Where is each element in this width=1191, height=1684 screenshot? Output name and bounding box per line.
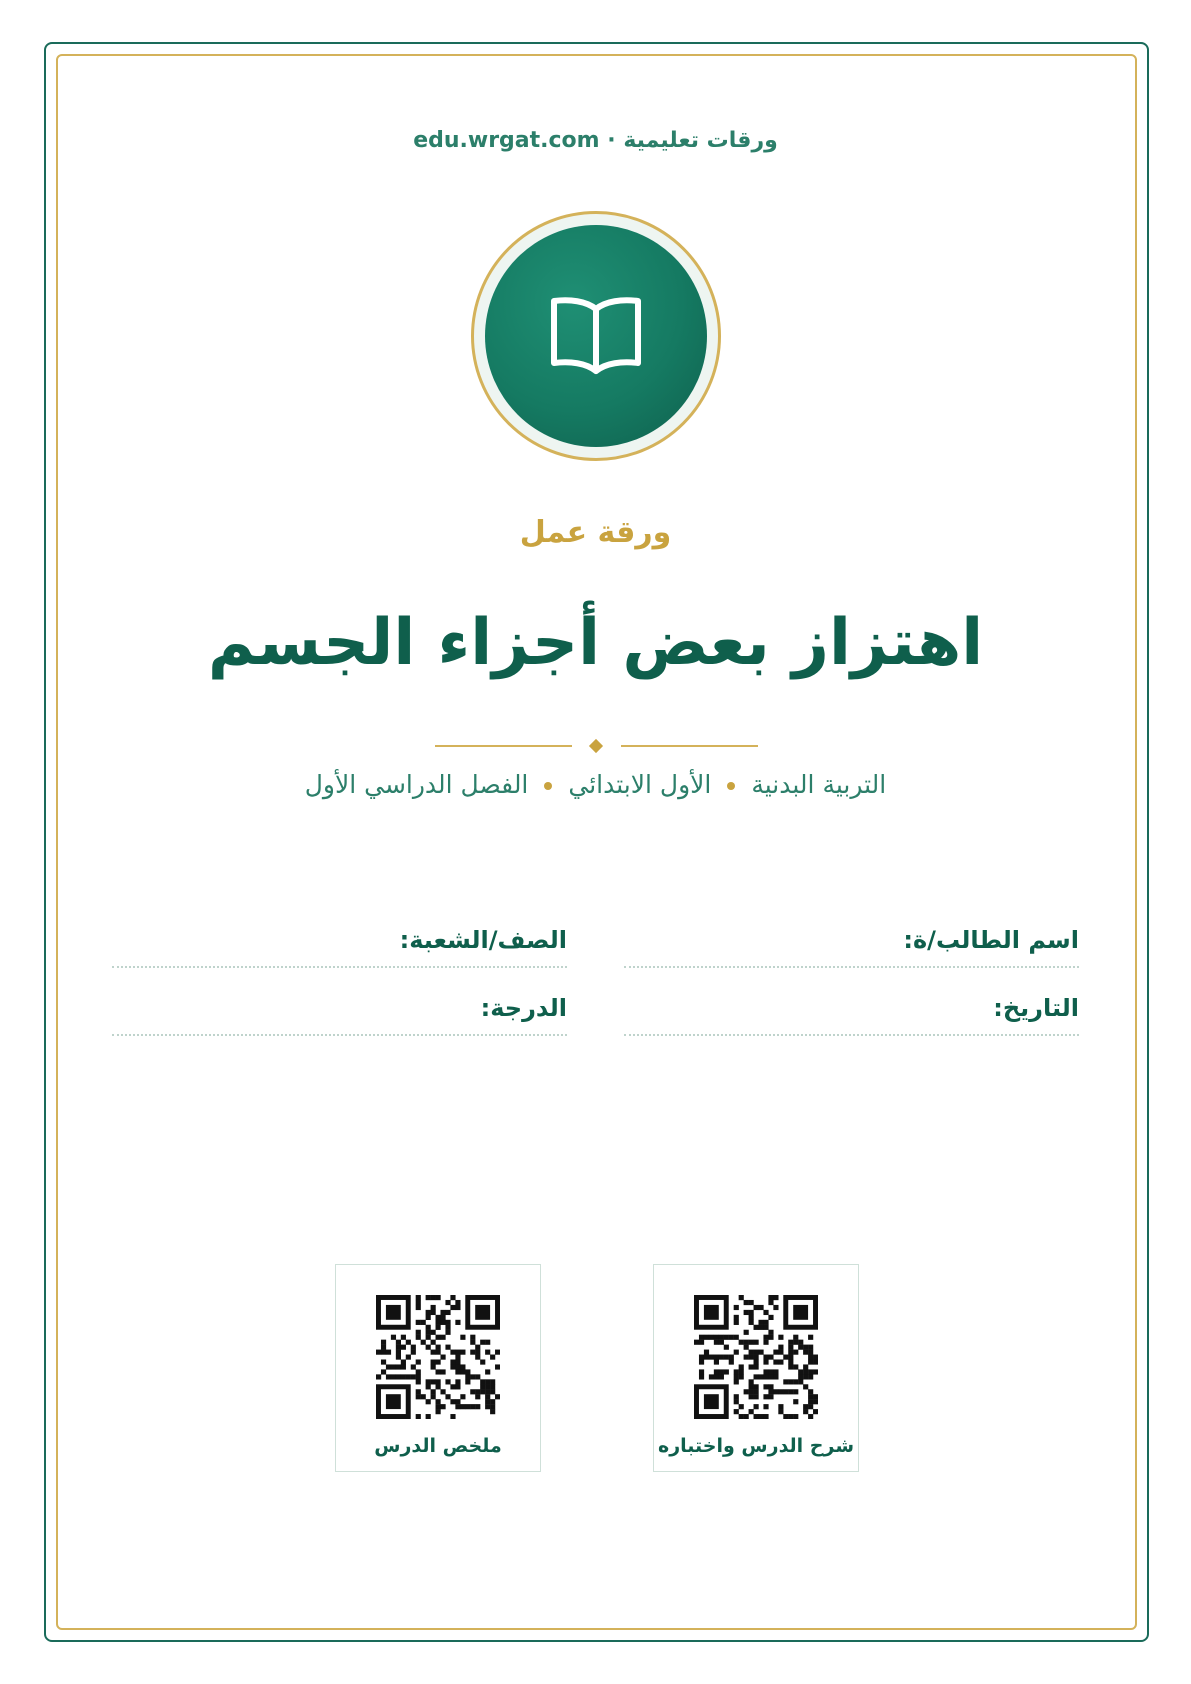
meta-subject: التربية البدنية bbox=[751, 770, 887, 799]
divider-line-left bbox=[435, 745, 572, 747]
qr-card-lesson-explanation[interactable] bbox=[653, 1264, 859, 1472]
date-field[interactable] bbox=[624, 992, 1079, 1036]
score-field[interactable] bbox=[112, 992, 567, 1036]
student-name-field[interactable] bbox=[624, 924, 1079, 968]
site-separator: · bbox=[607, 128, 616, 153]
worksheet-label: ورقة عمل bbox=[519, 515, 672, 550]
meta-term: الفصل الدراسي الأول bbox=[304, 770, 529, 799]
meta-dot bbox=[544, 782, 552, 790]
open-book-icon bbox=[548, 295, 644, 377]
emblem bbox=[485, 225, 707, 447]
divider-line-right bbox=[621, 745, 758, 747]
worksheet-meta bbox=[0, 770, 1191, 799]
student-name-label: اسم الطالب/ة: bbox=[903, 926, 1079, 954]
page-title: اهتزاز بعض أجزاء الجسم bbox=[207, 606, 984, 680]
site-header bbox=[0, 128, 1191, 153]
site-name: ورقات تعليمية bbox=[623, 128, 778, 153]
qr-label: شرح الدرس واختباره bbox=[657, 1435, 855, 1457]
class-section-label: الصف/الشعبة: bbox=[399, 926, 567, 954]
qr-card-lesson-summary[interactable] bbox=[335, 1264, 541, 1472]
date-label: التاريخ: bbox=[993, 994, 1079, 1022]
qr-code-icon bbox=[376, 1295, 500, 1419]
score-label: الدرجة: bbox=[480, 994, 567, 1022]
qr-code-icon bbox=[694, 1295, 818, 1419]
meta-grade: الأول الابتدائي bbox=[568, 770, 712, 799]
class-section-field[interactable] bbox=[112, 924, 567, 968]
site-url: edu.wrgat.com bbox=[413, 128, 600, 153]
meta-dot bbox=[727, 782, 735, 790]
qr-label: ملخص الدرس bbox=[374, 1435, 502, 1457]
